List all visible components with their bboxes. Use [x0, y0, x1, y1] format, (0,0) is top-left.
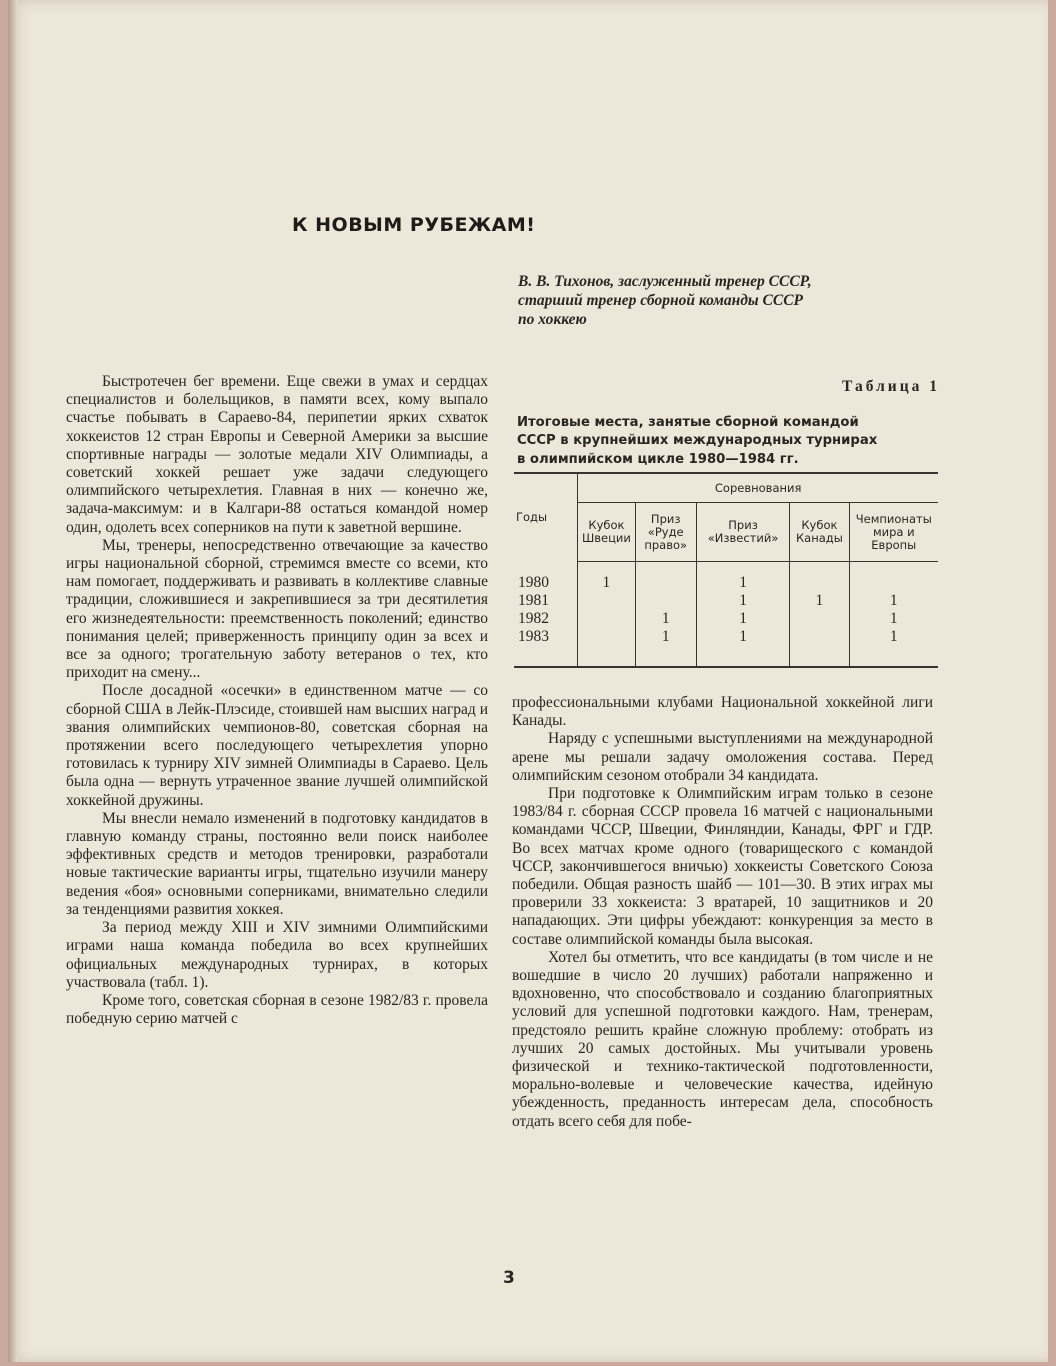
page-number: 3: [503, 1268, 515, 1288]
left-text-column: [66, 373, 488, 1028]
table-row: [514, 592, 938, 610]
paragraph: Быстротечен бег времени. Еще свежи в умах и сердцах специалистов и болельщиков, в памяти всех, кому выпало счастье побывать в Сараево-84, перипетии ярких схваток хоккеистов 12 стран Европы и Северной Америки за высшие спортивные награды — золотые медали XIV Олимпиады, а советский хоккей решает уже задачи следующего олимпийского четырехлетия. Главная в них — конечно же, задача-максимум: и в Калгари-88 остаться командой номер один, одолеть всех соперников на пути к заветной вершине.: [66, 373, 488, 536]
results-table: [514, 472, 938, 668]
table-cell: [635, 592, 696, 610]
table-cell: 1: [696, 628, 789, 667]
table-cell: 1: [849, 592, 938, 610]
paragraph: Кроме того, советская сборная в сезоне 1982/83 г. провела победную серию матчей с: [66, 991, 488, 1028]
paragraph: Мы, тренеры, непосредственно отвечающие за качество игры национальной сборной, стремимся вместе со всеми, кто нам помогает, поддерживать и развивать в коллективе славные традиции, сложившиеся и закрепившиеся за три десятилетия его жизнедеятельности: преемственность поколений; единство понимания целей; приверженность принципу один за всех и все за одного; трогательную заботу ветеранов о тех, кто приходит на смену...: [66, 536, 488, 682]
table-cell: [578, 628, 635, 667]
table-caption: [517, 414, 939, 469]
year-cell: 1981: [518, 592, 549, 609]
table-cell: [849, 562, 938, 593]
table-cell: 1: [696, 562, 789, 593]
table-cell: [790, 562, 849, 593]
year-cell: 1982: [518, 610, 549, 627]
years-header: Годы: [514, 473, 578, 562]
page-binding-shadow: [8, 0, 18, 1362]
table-cell: 1: [696, 592, 789, 610]
paragraph: После досадной «осечки» в единственном матче — со сборной США в Лейк-Плэсиде, стоившей нам высших наград и звания олимпийских чемпионов-80, советская сборная на протяжении всего последующего четырехлетия упорно готовилась к турниру XIV зимней Олимпиады в Сараево. Цель была одна — вернуть утраченное звание лучшей олимпийской хоккейной дружины.: [66, 682, 488, 809]
table-row: [514, 562, 938, 593]
table-cell: [790, 628, 849, 667]
caption-line: СССР в крупнейших международных турнирах: [517, 433, 878, 449]
column-header: Приз «Известий»: [696, 503, 789, 562]
table-cell: [578, 610, 635, 628]
table-cell: [635, 562, 696, 593]
author-credit: [518, 272, 948, 329]
table-row: [514, 628, 938, 667]
table-cell: 1: [635, 610, 696, 628]
table-cell: 1: [696, 610, 789, 628]
column-header: Приз «Руде право»: [635, 503, 696, 562]
paragraph: За период между XIII и XIV зимними Олимпийскими играми наша команда победила во всех крупнейших официальных международных турнирах, в которых участвовала (табл. 1).: [66, 919, 488, 991]
paragraph: Наряду с успешными выступлениями на международной арене мы решали задачу омоложения состава. Перед олимпийским сезоном отобрали 34 кандидата.: [512, 730, 933, 784]
caption-line: в олимпийском цикле 1980—1984 гг.: [517, 451, 799, 467]
table-cell: [790, 610, 849, 628]
year-cell: 1980: [518, 573, 549, 591]
author-line: по хоккею: [518, 311, 587, 328]
right-text-column: [512, 694, 933, 1131]
competitions-header: Соревнования: [578, 473, 938, 503]
column-header: Кубок Швеции: [578, 503, 635, 562]
column-header: Чемпионаты мира и Европы: [849, 503, 938, 562]
table-row: [514, 610, 938, 628]
table-cell: 1: [849, 628, 938, 667]
caption-line: Итоговые места, занятые сборной командой: [517, 415, 859, 430]
year-cell: 1983: [518, 628, 549, 645]
paragraph: профессиональными клубами Национальной хоккейной лиги Канады.: [512, 694, 933, 730]
author-line: В. В. Тихонов, заслуженный тренер СССР,: [518, 273, 812, 290]
table-cell: 1: [578, 562, 635, 593]
article-title: К НОВЫМ РУБЕЖАМ!: [292, 214, 536, 236]
table-cell: 1: [790, 592, 849, 610]
table-cell: 1: [635, 628, 696, 667]
table-cell: 1: [849, 610, 938, 628]
table-number: Таблица 1: [842, 378, 940, 395]
column-header: Кубок Канады: [790, 503, 849, 562]
paragraph: При подготовке к Олимпийским играм только в сезоне 1983/84 г. сборная СССР провела 16 матчей с национальными командами ЧССР, Швеции, Финляндии, Канады, ФРГ и ГДР. Во всех матчах кроме одного (товарищеского с командой ЧССР, закончившегося вничью) хоккеисты Советского Союза победили. Общая разность шайб — 101—30. В этих играх мы проверили 33 хоккеиста: 3 вратарей, 10 защитников и 20 нападающих. Эти цифры убеждают: конкуренция за место в составе олимпийской команды была высокая.: [512, 785, 933, 948]
paragraph: Хотел бы отметить, что все кандидаты (в том числе и не вошедшие в число 20 лучших) работали напряженно и вдохновенно, что способствовало и созданию благоприятных условий для успешной подготовки каждого. Нам, тренерам, предстояло решить крайне сложную проблему: отобрать из лучших 20 самых достойных. Мы учитывали уровень физической и технико-тактической подготовленности, морально-волевые и человеческие качества, идейную убежденность, преданность интересам дела, способность отдать всего себя для побе-: [512, 948, 933, 1130]
author-line: старший тренер сборной команды СССР: [518, 292, 804, 309]
table-cell: [578, 592, 635, 610]
paragraph: Мы внесли немало изменений в подготовку кандидатов в главную команду страны, постоянно вели поиск наиболее эффективных средств и методов тренировки, разработали новые тактические варианты игры, тщательно изучили манеру ведения «боя» основными соперниками, внимательно следили за тенденциями развития хоккея.: [66, 809, 488, 918]
